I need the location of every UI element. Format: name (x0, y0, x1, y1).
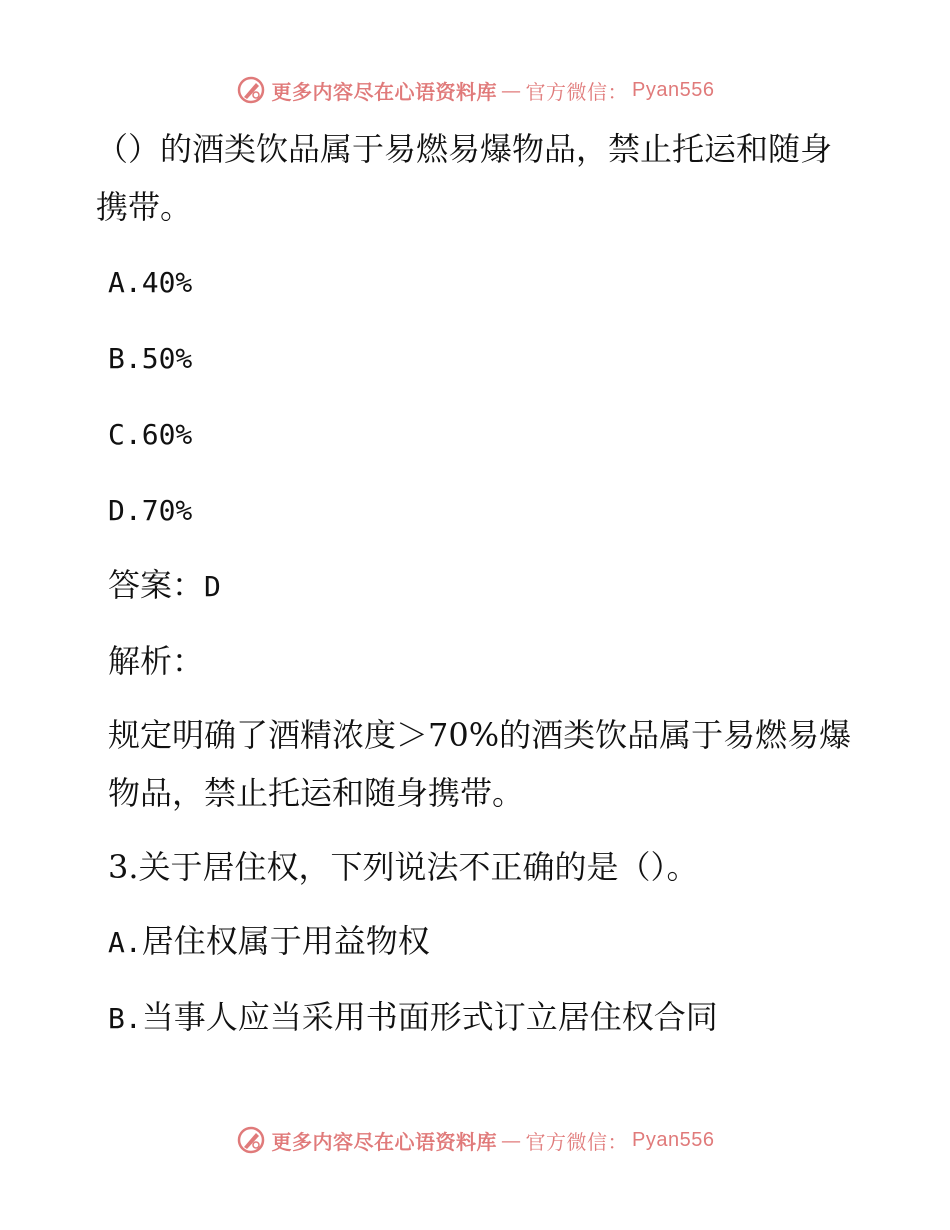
watermark-wechat-id: Pyan556 (632, 78, 715, 101)
option-letter: A. (108, 266, 142, 299)
option-letter: B. (108, 342, 142, 375)
answer-value: D (204, 570, 221, 603)
option-letter: C. (108, 418, 142, 451)
quill-emblem-icon (236, 75, 266, 105)
quill-emblem-icon (236, 1125, 266, 1155)
watermark-official-label: 官方微信： (525, 79, 629, 104)
question-2-option-a (96, 252, 856, 312)
option-letter: B. (108, 1002, 142, 1035)
option-text: 当事人应当采用书面形式订立居住权合同 (141, 998, 718, 1036)
watermark-main-text: 更多内容尽在心语资料库 (271, 1129, 498, 1154)
watermark-dash: — (501, 78, 522, 102)
option-text: 居住权属于用益物权 (141, 922, 430, 960)
document-body (96, 120, 856, 1064)
question-2-analysis-label: 解析： (108, 642, 205, 680)
question-2-option-b (96, 328, 856, 388)
watermark-official-label: 官方微信： (525, 1129, 629, 1154)
question-2-answer (96, 556, 856, 616)
watermark-wechat-id: Pyan556 (632, 1128, 715, 1151)
question-2-analysis-text: 规定明确了酒精浓度＞70%的酒类饮品属于易燃易爆物品，禁止托运和随身携带。 (108, 716, 852, 812)
watermark-main-text: 更多内容尽在心语资料库 (271, 79, 498, 104)
footer-watermark (0, 1120, 950, 1160)
answer-label: 答案： (108, 566, 205, 604)
option-text: 40% (141, 266, 193, 299)
option-letter: A. (108, 926, 142, 959)
option-text: 50% (141, 342, 193, 375)
option-text: 60% (141, 418, 193, 451)
question-2-option-c (96, 404, 856, 464)
question-3-option-b (96, 988, 856, 1048)
question-2-option-d (96, 480, 856, 540)
question-3-option-a (96, 912, 856, 972)
question-3-stem: 3.关于居住权，下列说法不正确的是（）。 (108, 848, 699, 886)
question-2-stem: （）的酒类饮品属于易燃易爆物品，禁止托运和随身携带。 (96, 130, 833, 226)
watermark-dash: — (501, 1128, 522, 1152)
option-letter: D. (108, 494, 142, 527)
option-text: 70% (141, 494, 193, 527)
header-watermark (0, 70, 950, 110)
